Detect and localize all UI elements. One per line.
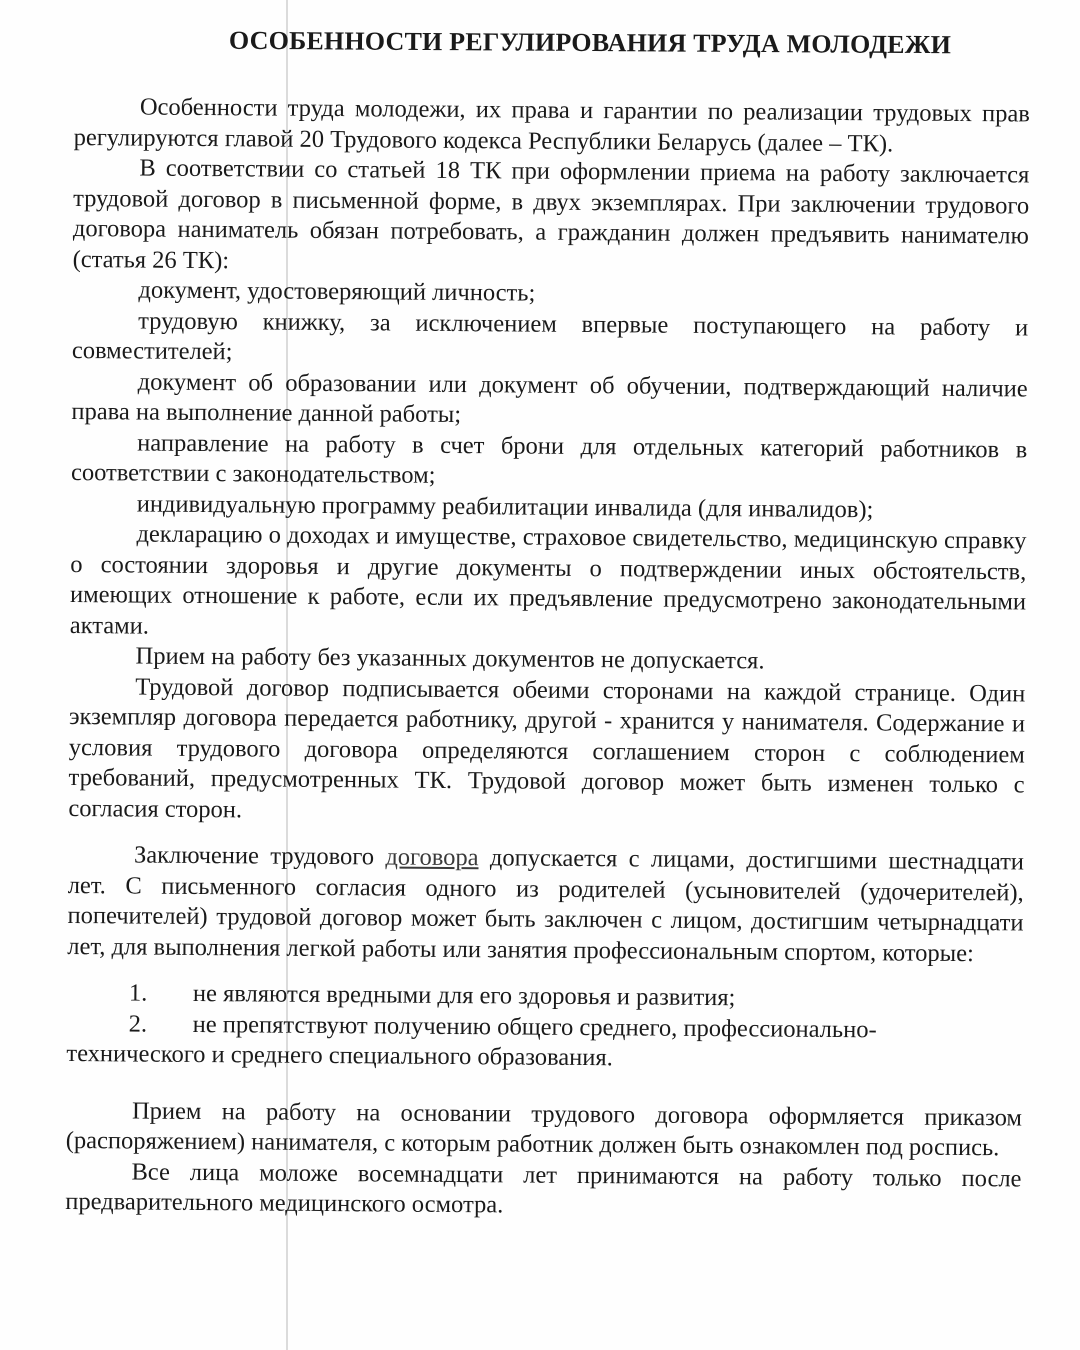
list-number: 1. [128, 979, 148, 1007]
document-body [65, 92, 1030, 1225]
paragraph-article-18: В соответствии со статьей 18 ТК при оформлении приема на работу заключается трудовой договор в письменной форме, в двух экземплярах. При заключении трудового договора наниматель обязан потребовать, а гражданин должен предъявить нанимателю (статья 26 ТК): [72, 154, 1030, 274]
list-text-continuation: технического и среднего специального образования. [66, 1039, 613, 1072]
document-item-work-book: трудовую книжку, за исключением впервые поступающего на работу и совместителей; [71, 307, 1029, 366]
document-item-identity: документ, удостоверяющий личность; [138, 276, 536, 307]
paragraph-contract-signing: Трудовой договор подписывается обеими сторонами на каждой странице. Один экземпляр договора передается работнику, другой - хранится у нанимателя. Содержание и условия трудового договора определяются соглашением сторон с соблюдением требований, предусмотренных ТК. Трудовой договор может быть изменен только с согласия сторон. [68, 673, 1026, 823]
paragraph-medical-exam: Все лица моложе восемнадцати лет принимаются на работу только после предварительного медицинского осмотра. [65, 1157, 1022, 1219]
document-item-rehab-program: индивидуальную программу реабилитации инвалида (для инвалидов); [136, 490, 874, 523]
document-title: ОСОБЕННОСТИ РЕГУЛИРОВАНИЯ ТРУДА МОЛОДЕЖИ [228, 25, 952, 60]
paragraph-age-conditions [67, 840, 1024, 970]
document-item-referral: направление на работу в счет брони для отдельных категорий работников в соответствии с законодательством; [70, 429, 1028, 489]
list-text: не являются вредными для его здоровья и развития; [192, 979, 736, 1012]
paragraph-age-text-end: допускается с лицами, достигшими шестнадцати лет. С письменного согласия одного из родителей (усыновителей (удочерителей), попечителей) трудовой договор может быть заключен с лицом, достигшим четырнадцати лет, для выполнения легкой работы или занятия профессиональным спортом, которые: [67, 844, 1025, 967]
paragraph-order: Прием на работу на основании трудового договора оформляется приказом (распоряжением) нанимателя, с которым работник должен быть ознакомлен под роспись. [65, 1096, 1023, 1162]
list-number: 2. [128, 1009, 148, 1038]
document-item-declaration: декларацию о доходах и имуществе, страховое свидетельство, медицинскую справку о состоянии здоровья и другие документы о подтверждении иных обстоятельств, имеющих отношение к работе, если их предъявление предусмотрено законодательными актами. [69, 520, 1027, 640]
list-text: не препятствуют получению общего среднего, профессионально- [192, 1010, 877, 1043]
paragraph-intro: Особенности труда молодежи, их права и гарантии по реализации трудовых прав регулируются главой 20 Трудового кодекса Республики Беларусь (далее – ТК). [73, 93, 1030, 157]
paragraph-age-text-start: Заключение трудового [133, 841, 386, 871]
document-item-education: документ об образовании или документ об обучении, подтверждающий наличие права на выполнение данной работы; [71, 368, 1028, 429]
contract-link[interactable]: договора [385, 843, 479, 872]
paragraph-no-admission: Прием на работу без указанных документов не допускается. [135, 642, 765, 675]
